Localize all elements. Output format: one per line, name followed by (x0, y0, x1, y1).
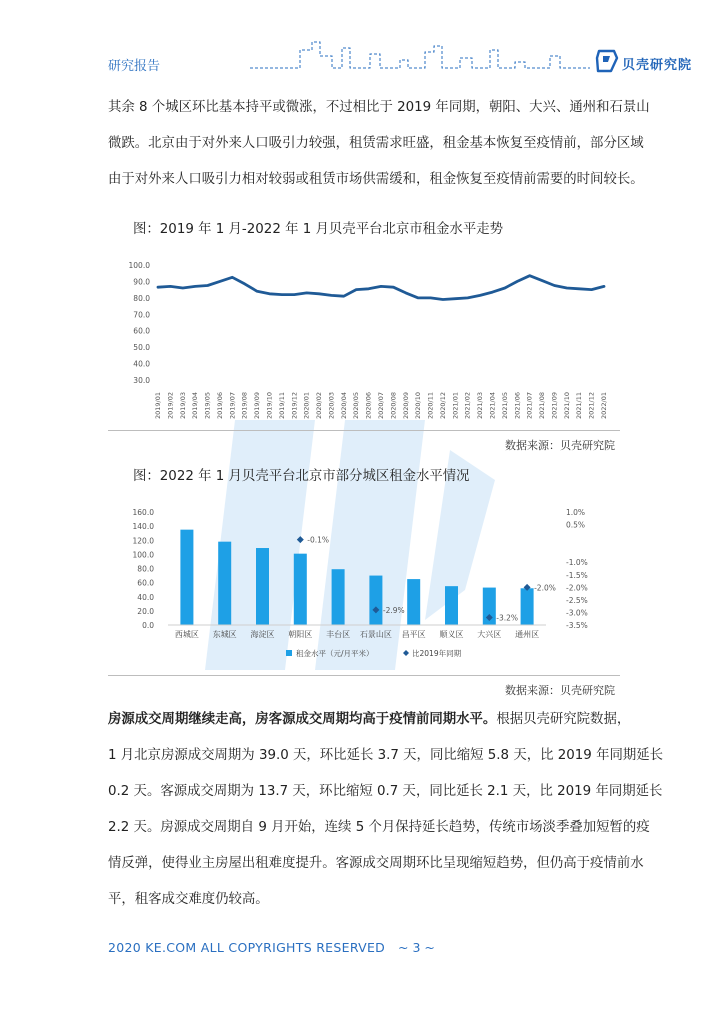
x-tick-label: 2020/03 (327, 392, 336, 420)
rent-bar (445, 586, 458, 625)
category-label: 海淀区 (250, 630, 275, 639)
y2-tick-label: -3.5% (566, 621, 588, 630)
y-tick-label: 70.0 (133, 310, 150, 320)
figure1-rule (108, 430, 620, 431)
brand-name: 贝壳研究院 (622, 58, 693, 73)
y-tick-label: 120.0 (132, 536, 154, 546)
report-label: 研究报告 (108, 59, 161, 74)
x-tick-label: 2021/02 (463, 392, 472, 420)
y-tick-label: 160.0 (132, 508, 154, 517)
y2-tick-label: 0.5% (566, 520, 586, 530)
legend-bar-label: 租金水平（元/月平米） (296, 649, 374, 658)
yoy-marker (297, 536, 304, 543)
y-tick-label: 0.0 (142, 621, 154, 630)
lead-rest: 根据贝壳研究院数据， (496, 712, 631, 727)
rent-bar (369, 576, 382, 625)
rent-bar (521, 588, 534, 625)
category-label: 顺义区 (439, 630, 464, 639)
category-label: 通州区 (515, 630, 540, 639)
x-tick-label: 2020/10 (414, 392, 423, 420)
category-label: 朝阳区 (288, 630, 313, 639)
category-label: 西城区 (174, 630, 199, 639)
y2-tick-label: -2.5% (566, 595, 588, 605)
x-tick-label: 2019/03 (178, 392, 187, 420)
footer-copyright: 2020 KE.COM ALL COPYRIGHTS RESERVED (108, 940, 386, 955)
rent-bar (294, 554, 307, 625)
x-tick-label: 2019/10 (265, 392, 274, 420)
bold-lead: 房源成交周期继续走高，房客源成交周期均高于疫情前同期水平。 (108, 712, 497, 727)
legend-dot-label: 比2019年同期 (412, 649, 462, 658)
text-line (108, 710, 630, 730)
skyline-decoration (250, 38, 590, 74)
x-tick-label: 2019/09 (253, 392, 262, 420)
page-number: ~ 3 ~ (398, 940, 435, 955)
x-tick-label: 2021/04 (488, 392, 497, 420)
text-line: 由于对外来人口吸引力相对较弱或租赁市场供需缓和，租金恢复至疫情前需要的时间较长。 (108, 172, 644, 187)
yoy-label: -0.1% (307, 535, 330, 545)
y-tick-label: 60.0 (133, 326, 150, 336)
x-tick-label: 2020/04 (339, 392, 348, 420)
line-chart (108, 255, 620, 425)
x-tick-label: 2021/11 (575, 392, 584, 420)
text-line: 2.2 天。房源成交周期自 9 月开始，连续 5 个月保持延长趋势，传统市场淡季叠加短暂的疫 (108, 820, 650, 835)
y-tick-label: 20.0 (137, 606, 154, 616)
x-tick-label: 2021/06 (513, 392, 522, 420)
x-tick-label: 2020/05 (352, 392, 361, 420)
intro-paragraph (108, 98, 650, 188)
category-label: 昌平区 (401, 630, 426, 639)
rent-bar (332, 569, 345, 625)
x-tick-label: 2021/12 (587, 391, 596, 420)
figure1-source: 数据来源：贝壳研究院 (505, 439, 615, 452)
x-tick-label: 2019/05 (203, 392, 212, 420)
x-tick-label: 2020/02 (315, 392, 324, 420)
y-tick-label: 30.0 (133, 376, 150, 385)
x-tick-label: 2020/09 (401, 392, 410, 420)
x-tick-label: 2019/01 (154, 392, 162, 420)
rent-trend-line (158, 276, 604, 300)
body-paragraph (108, 710, 664, 925)
category-label: 东城区 (212, 630, 237, 639)
figure2-source: 数据来源：贝壳研究院 (505, 684, 615, 697)
yoy-label: -2.0% (534, 583, 556, 593)
x-tick-label: 2020/06 (364, 392, 373, 420)
category-label: 大兴区 (477, 630, 502, 639)
rent-bar (256, 548, 269, 625)
x-tick-label: 2021/10 (562, 392, 571, 420)
x-tick-label: 2021/05 (500, 392, 509, 420)
x-tick-label: 2019/06 (215, 392, 224, 420)
x-tick-label: 2021/09 (550, 392, 559, 420)
legend-dot-swatch (403, 650, 409, 656)
y-tick-label: 90.0 (133, 277, 150, 287)
x-tick-label: 2019/07 (228, 392, 237, 420)
x-tick-label: 2020/08 (389, 392, 398, 420)
y2-tick-label: 1.0% (566, 508, 586, 517)
y-tick-label: 140.0 (132, 522, 154, 532)
rent-bar (218, 542, 231, 625)
x-tick-label: 2020/07 (377, 392, 385, 420)
x-tick-label: 2020/11 (426, 392, 435, 420)
y-tick-label: 40.0 (137, 592, 154, 602)
text-line: 其余 8 个城区环比基本持平或微涨，不过相比于 2019 年同期，朝阳、大兴、通州和石景山 (108, 100, 650, 115)
y-tick-label: 100.0 (128, 261, 150, 270)
category-label: 石景山区 (359, 630, 392, 639)
text-line: 1 月北京房源成交周期为 39.0 天，环比延长 3.7 天，同比缩短 5.8 天，比 2019 年同期延长 (108, 748, 664, 763)
rent-bar (407, 579, 420, 625)
y-tick-label: 80.0 (137, 564, 154, 574)
x-tick-label: 2021/01 (451, 392, 460, 420)
text-line: 微跌。北京由于对外来人口吸引力较强，租赁需求旺盛，租金基本恢复至疫情前，部分区域 (108, 136, 644, 151)
x-tick-label: 2020/12 (438, 392, 447, 420)
x-tick-label: 2019/08 (240, 392, 249, 420)
y2-tick-label: -1.5% (566, 570, 588, 580)
x-tick-label: 2019/02 (166, 392, 175, 420)
y-tick-label: 80.0 (133, 293, 150, 303)
rent-bar (180, 530, 193, 625)
figure2-rule (108, 675, 620, 676)
yoy-label: -2.9% (382, 605, 405, 615)
x-tick-label: 2020/01 (302, 392, 311, 420)
text-line: 情反弹，使得业主房屋出租难度提升。客源成交周期环比呈现缩短趋势，但仍高于疫情前水 (108, 856, 644, 871)
x-tick-label: 2019/04 (191, 392, 200, 420)
y2-tick-label: -2.0% (566, 583, 588, 593)
y2-tick-label: -1.0% (566, 558, 588, 568)
x-tick-label: 2022/01 (600, 392, 608, 420)
yoy-label: -3.2% (496, 613, 519, 623)
figure2-caption: 图：2022 年 1 月贝壳平台北京市部分城区租金水平情况 (133, 469, 470, 484)
bar-chart (108, 500, 620, 675)
category-label: 丰台区 (326, 630, 351, 639)
x-tick-label: 2019/12 (290, 392, 299, 420)
y-tick-label: 60.0 (137, 578, 154, 588)
x-tick-label: 2021/03 (476, 392, 485, 420)
y-tick-label: 50.0 (133, 343, 150, 353)
beike-logo-icon (594, 48, 620, 74)
x-tick-label: 2021/08 (538, 392, 547, 420)
legend-bar-swatch (286, 650, 292, 656)
y2-tick-label: -3.0% (566, 608, 588, 618)
x-tick-label: 2019/11 (277, 392, 286, 420)
text-line: 0.2 天。客源成交周期为 13.7 天，环比缩短 0.7 天，同比延长 2.1 天，比 2019 年同期延长 (108, 784, 663, 799)
x-tick-label: 2021/07 (525, 392, 534, 420)
y-tick-label: 40.0 (133, 359, 150, 369)
y-tick-label: 100.0 (132, 550, 154, 560)
figure1-caption: 图：2019 年 1 月-2022 年 1 月贝壳平台北京市租金水平走势 (133, 222, 503, 237)
text-line: 平，租客成交难度仍较高。 (108, 892, 269, 907)
